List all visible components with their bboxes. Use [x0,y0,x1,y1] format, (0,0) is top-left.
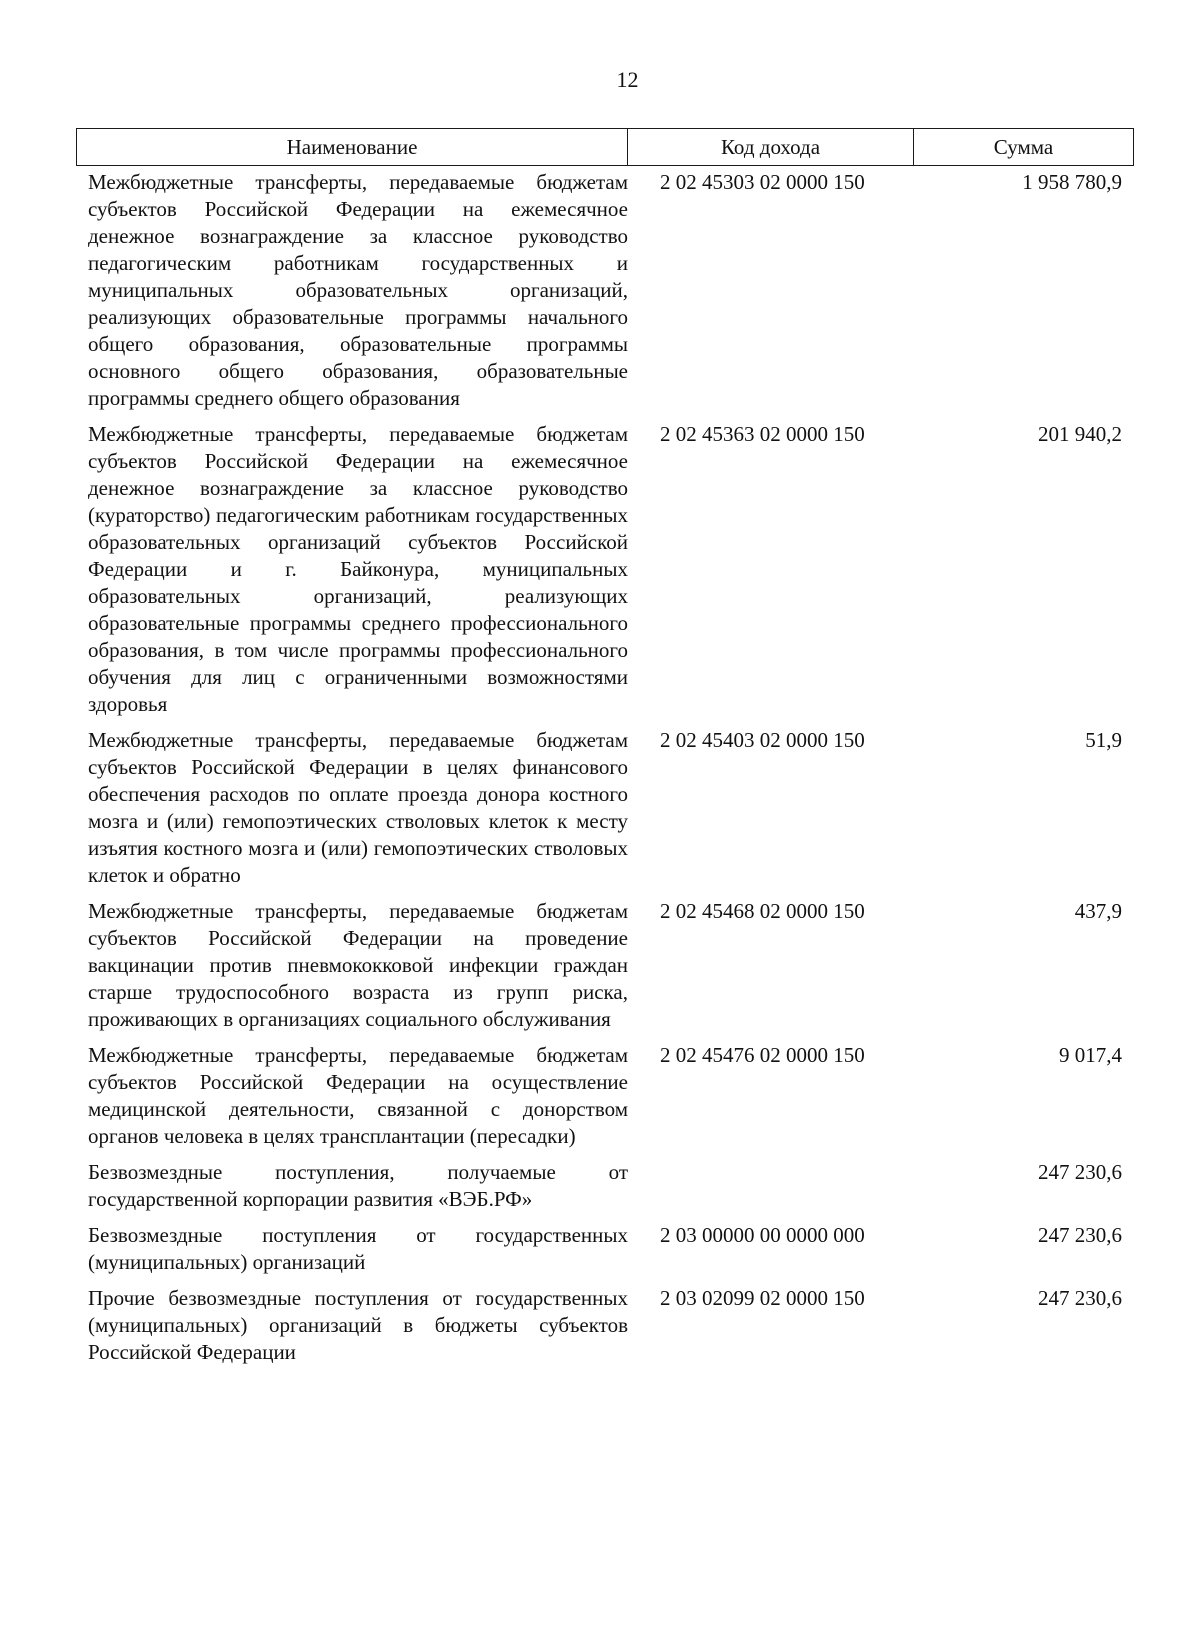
row-name: Межбюджетные трансферты, передаваемые бюджетам субъектов Российской Федерации на проведение вакцинации против пневмококковой инфекции граждан старше трудоспособного возраста из групп риска, проживающих в организациях социального обслуживания [88,899,628,1031]
row-name: Межбюджетные трансферты, передаваемые бюджетам субъектов Российской Федерации на осуществление медицинской деятельности, связанной с донорством органов человека в целях трансплантации (пересадки) [88,1043,628,1148]
table-row [76,1042,1134,1150]
table-row [76,169,1134,412]
table-header [76,128,1134,166]
header-sum: Сумма [993,135,1054,159]
row-sum: 247 230,6 [1038,1160,1122,1184]
row-name: Межбюджетные трансферты, передаваемые бюджетам субъектов Российской Федерации на ежемесячное денежное вознаграждение за классное руководство педагогическим работникам государственных и муниципальных образовательных организаций, реализующих образовательные программы начального общего образования, образовательные программы основного общего образования, образовательные программы среднего общего образования [88,170,628,410]
row-sum: 51,9 [1085,728,1122,752]
row-code: 2 02 45303 02 0000 150 [660,170,865,194]
row-code: 2 03 00000 00 0000 000 [660,1223,865,1247]
row-sum: 247 230,6 [1038,1223,1122,1247]
row-sum: 1 958 780,9 [1022,170,1122,194]
header-code: Код дохода [628,129,914,165]
row-code [628,1159,914,1213]
row-name: Безвозмездные поступления от государственных (муниципальных) организаций [88,1223,628,1274]
table-row [76,1159,1134,1213]
row-sum: 437,9 [1074,899,1122,923]
header-name: Наименование [77,129,628,165]
table-row [76,1285,1134,1366]
row-sum: 201 940,2 [1038,422,1122,446]
row-sum: 247 230,6 [1038,1286,1122,1310]
row-code: 2 02 45468 02 0000 150 [660,899,865,923]
row-name: Межбюджетные трансферты, передаваемые бюджетам субъектов Российской Федерации на ежемесячное денежное вознаграждение за классное руководство (кураторство) педагогическим работникам государственных образовательных организаций субъектов Российской Федерации и г. Байконура, муниципальных образовательных организаций, реализующих образовательные программы среднего профессионального образования, в том числе программы профессионального обучения для лиц с ограниченными возможностями здоровья [88,422,628,716]
row-code: 2 02 45403 02 0000 150 [660,728,865,752]
page-number: 12 [616,67,639,92]
revenue-table [76,128,1134,1366]
row-name: Прочие безвозмездные поступления от государственных (муниципальных) организаций в бюджеты субъектов Российской Федерации [88,1286,628,1364]
table-row [76,898,1134,1033]
table-row [76,727,1134,889]
table-row [76,421,1134,718]
table-row [76,1222,1134,1276]
row-code: 2 02 45363 02 0000 150 [660,422,865,446]
row-code: 2 03 02099 02 0000 150 [660,1286,865,1310]
row-sum: 9 017,4 [1059,1043,1122,1067]
row-name: Безвозмездные поступления, получаемые от государственной корпорации развития «ВЭБ.РФ» [88,1160,628,1211]
row-code: 2 02 45476 02 0000 150 [660,1043,865,1067]
row-name: Межбюджетные трансферты, передаваемые бюджетам субъектов Российской Федерации в целях финансового обеспечения расходов по оплате проезда донора костного мозга и (или) гемопоэтических стволовых клеток к месту изъятия костного мозга и (или) гемопоэтических стволовых клеток и обратно [88,728,628,887]
